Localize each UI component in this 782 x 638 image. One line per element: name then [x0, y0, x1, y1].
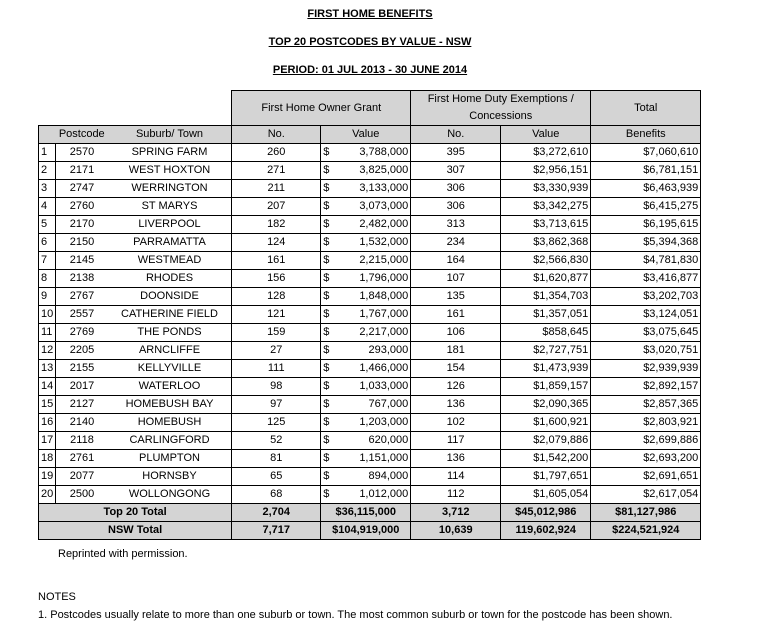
total-grant-no: 7,717 [232, 522, 321, 540]
currency-cell: $ [321, 450, 343, 468]
total-grant-value: $36,115,000 [321, 504, 411, 522]
grant-value-cell: 1,151,000 [343, 450, 411, 468]
benefits-cell: $3,416,877 [591, 270, 701, 288]
benefits-cell: $2,693,200 [591, 450, 701, 468]
header-total: Total [591, 91, 701, 126]
grant-value-cell: 620,000 [343, 432, 411, 450]
benefits-cell: $2,617,054 [591, 486, 701, 504]
exempt-no-cell: 306 [411, 180, 501, 198]
currency-cell: $ [321, 234, 343, 252]
benefits-cell: $5,394,368 [591, 234, 701, 252]
postcode-cell: 2761 [56, 450, 108, 468]
postcode-cell: 2557 [56, 306, 108, 324]
header-first-home-owner-grant: First Home Owner Grant [232, 91, 411, 126]
grant-value-cell: 2,217,000 [343, 324, 411, 342]
rank-cell: 2 [39, 162, 56, 180]
table-row [39, 414, 701, 432]
table-row [39, 198, 701, 216]
exempt-no-cell: 161 [411, 306, 501, 324]
currency-cell: $ [321, 378, 343, 396]
table-row [39, 450, 701, 468]
exempt-value-cell: $2,956,151 [501, 162, 591, 180]
grant-value-cell: 767,000 [343, 396, 411, 414]
suburb-cell: PLUMPTON [108, 450, 232, 468]
grant-no-cell: 260 [232, 144, 321, 162]
postcode-cell: 2118 [56, 432, 108, 450]
grant-value-cell: 3,825,000 [343, 162, 411, 180]
grant-no-cell: 161 [232, 252, 321, 270]
exempt-no-cell: 112 [411, 486, 501, 504]
grant-no-cell: 182 [232, 216, 321, 234]
header-grant-value: Value [321, 126, 411, 144]
exempt-no-cell: 136 [411, 450, 501, 468]
table-row [39, 378, 701, 396]
grant-no-cell: 124 [232, 234, 321, 252]
exempt-no-cell: 395 [411, 144, 501, 162]
grant-no-cell: 52 [232, 432, 321, 450]
table-row [39, 162, 701, 180]
postcode-cell: 2077 [56, 468, 108, 486]
postcode-cell: 2017 [56, 378, 108, 396]
grant-no-cell: 128 [232, 288, 321, 306]
exempt-value-cell: $1,357,051 [501, 306, 591, 324]
suburb-cell: CARLINGFORD [108, 432, 232, 450]
postcode-cell: 2140 [56, 414, 108, 432]
exempt-value-cell: $2,566,830 [501, 252, 591, 270]
suburb-cell: WOLLONGONG [108, 486, 232, 504]
grant-no-cell: 97 [232, 396, 321, 414]
benefits-cell: $3,124,051 [591, 306, 701, 324]
postcode-cell: 2747 [56, 180, 108, 198]
notes-heading: NOTES [38, 591, 76, 603]
grant-value-cell: 2,215,000 [343, 252, 411, 270]
postcode-cell: 2570 [56, 144, 108, 162]
grant-no-cell: 65 [232, 468, 321, 486]
grant-value-cell: 1,203,000 [343, 414, 411, 432]
benefits-cell: $3,202,703 [591, 288, 701, 306]
header-duty-exemptions: First Home Duty Exemptions / Concessions [411, 91, 591, 126]
suburb-cell: WATERLOO [108, 378, 232, 396]
benefits-cell: $2,691,651 [591, 468, 701, 486]
exempt-no-cell: 234 [411, 234, 501, 252]
rank-cell: 3 [39, 180, 56, 198]
rank-cell: 10 [39, 306, 56, 324]
exempt-value-cell: $1,542,200 [501, 450, 591, 468]
exempt-no-cell: 306 [411, 198, 501, 216]
rank-cell: 11 [39, 324, 56, 342]
suburb-cell: LIVERPOOL [108, 216, 232, 234]
grant-value-cell: 3,788,000 [343, 144, 411, 162]
exempt-no-cell: 102 [411, 414, 501, 432]
exempt-no-cell: 117 [411, 432, 501, 450]
grant-no-cell: 207 [232, 198, 321, 216]
grant-value-cell: 1,466,000 [343, 360, 411, 378]
table-row [39, 306, 701, 324]
reprint-note: Reprinted with permission. [58, 548, 188, 560]
currency-cell: $ [321, 180, 343, 198]
currency-cell: $ [321, 162, 343, 180]
table-row [39, 468, 701, 486]
benefits-cell: $6,463,939 [591, 180, 701, 198]
grant-no-cell: 111 [232, 360, 321, 378]
rank-cell: 19 [39, 468, 56, 486]
postcode-cell: 2138 [56, 270, 108, 288]
benefits-cell: $2,699,886 [591, 432, 701, 450]
grant-no-cell: 159 [232, 324, 321, 342]
header-postcode: Postcode [56, 126, 108, 144]
suburb-cell: DOONSIDE [108, 288, 232, 306]
rank-cell: 4 [39, 198, 56, 216]
benefits-cell: $2,892,157 [591, 378, 701, 396]
suburb-cell: WESTMEAD [108, 252, 232, 270]
benefits-cell: $2,857,365 [591, 396, 701, 414]
total-row [39, 504, 701, 522]
total-exempt-value: $45,012,986 [501, 504, 591, 522]
grant-value-cell: 1,532,000 [343, 234, 411, 252]
exempt-no-cell: 114 [411, 468, 501, 486]
currency-cell: $ [321, 270, 343, 288]
exempt-value-cell: $2,090,365 [501, 396, 591, 414]
grant-value-cell: 1,848,000 [343, 288, 411, 306]
benefits-cell: $4,781,830 [591, 252, 701, 270]
grant-value-cell: 1,796,000 [343, 270, 411, 288]
suburb-cell: WERRINGTON [108, 180, 232, 198]
exempt-no-cell: 307 [411, 162, 501, 180]
rank-cell: 13 [39, 360, 56, 378]
currency-cell: $ [321, 306, 343, 324]
benefits-cell: $2,803,921 [591, 414, 701, 432]
header-exempt-value: Value [501, 126, 591, 144]
total-exempt-no: 3,712 [411, 504, 501, 522]
grant-no-cell: 27 [232, 342, 321, 360]
postcode-cell: 2127 [56, 396, 108, 414]
benefits-cell: $7,060,610 [591, 144, 701, 162]
currency-cell: $ [321, 414, 343, 432]
benefits-cell: $6,195,615 [591, 216, 701, 234]
document-subtitle: TOP 20 POSTCODES BY VALUE - NSW [268, 36, 472, 48]
postcode-cell: 2170 [56, 216, 108, 234]
suburb-cell: RHODES [108, 270, 232, 288]
postcode-cell: 2205 [56, 342, 108, 360]
rank-cell: 8 [39, 270, 56, 288]
exempt-no-cell: 164 [411, 252, 501, 270]
total-benefits: $224,521,924 [591, 522, 701, 540]
postcode-cell: 2500 [56, 486, 108, 504]
exempt-no-cell: 313 [411, 216, 501, 234]
currency-cell: $ [321, 216, 343, 234]
postcode-cell: 2760 [56, 198, 108, 216]
exempt-value-cell: $1,797,651 [501, 468, 591, 486]
header-row-groups [39, 91, 701, 126]
exempt-value-cell: $3,713,615 [501, 216, 591, 234]
header-suburb: Suburb/ Town [108, 126, 232, 144]
benefits-cell: $6,781,151 [591, 162, 701, 180]
grant-value-cell: 3,133,000 [343, 180, 411, 198]
currency-cell: $ [321, 468, 343, 486]
document-title: FIRST HOME BENEFITS [307, 8, 433, 20]
total-grant-value: $104,919,000 [321, 522, 411, 540]
exempt-value-cell: $1,620,877 [501, 270, 591, 288]
postcode-cell: 2155 [56, 360, 108, 378]
suburb-cell: HORNSBY [108, 468, 232, 486]
postcode-cell: 2769 [56, 324, 108, 342]
header-grant-no: No. [232, 126, 321, 144]
rank-cell: 6 [39, 234, 56, 252]
exempt-value-cell: $1,605,054 [501, 486, 591, 504]
exempt-value-cell: $2,727,751 [501, 342, 591, 360]
suburb-cell: CATHERINE FIELD [108, 306, 232, 324]
exempt-value-cell: $1,859,157 [501, 378, 591, 396]
rank-cell: 17 [39, 432, 56, 450]
table-row [39, 288, 701, 306]
benefits-cell: $3,075,645 [591, 324, 701, 342]
header-exempt-no: No. [411, 126, 501, 144]
exempt-value-cell: $3,330,939 [501, 180, 591, 198]
currency-cell: $ [321, 288, 343, 306]
currency-cell: $ [321, 144, 343, 162]
grant-no-cell: 81 [232, 450, 321, 468]
suburb-cell: ST MARYS [108, 198, 232, 216]
total-grant-no: 2,704 [232, 504, 321, 522]
total-exempt-value: 119,602,924 [501, 522, 591, 540]
benefits-cell: $6,415,275 [591, 198, 701, 216]
table-row [39, 324, 701, 342]
postcode-cell: 2150 [56, 234, 108, 252]
period-title: PERIOD: 01 JUL 2013 - 30 JUNE 2014 [272, 64, 468, 76]
rank-cell: 16 [39, 414, 56, 432]
grant-value-cell: 1,767,000 [343, 306, 411, 324]
grant-no-cell: 271 [232, 162, 321, 180]
grant-no-cell: 125 [232, 414, 321, 432]
table-row [39, 252, 701, 270]
suburb-cell: HOMEBUSH [108, 414, 232, 432]
postcodes-table [38, 90, 701, 540]
rank-cell: 1 [39, 144, 56, 162]
grant-no-cell: 98 [232, 378, 321, 396]
table-row [39, 486, 701, 504]
table-row [39, 432, 701, 450]
exempt-value-cell: $1,600,921 [501, 414, 591, 432]
rank-cell: 14 [39, 378, 56, 396]
table-row [39, 180, 701, 198]
postcode-cell: 2767 [56, 288, 108, 306]
total-benefits: $81,127,986 [591, 504, 701, 522]
exempt-value-cell: $2,079,886 [501, 432, 591, 450]
table-row [39, 360, 701, 378]
exempt-value-cell: $1,473,939 [501, 360, 591, 378]
rank-cell: 15 [39, 396, 56, 414]
table-row [39, 270, 701, 288]
suburb-cell: PARRAMATTA [108, 234, 232, 252]
suburb-cell: KELLYVILLE [108, 360, 232, 378]
rank-cell: 7 [39, 252, 56, 270]
grant-value-cell: 894,000 [343, 468, 411, 486]
exempt-value-cell: $3,272,610 [501, 144, 591, 162]
currency-cell: $ [321, 432, 343, 450]
suburb-cell: THE PONDS [108, 324, 232, 342]
exempt-value-cell: $3,342,275 [501, 198, 591, 216]
exempt-no-cell: 106 [411, 324, 501, 342]
suburb-cell: WEST HOXTON [108, 162, 232, 180]
exempt-value-cell: $1,354,703 [501, 288, 591, 306]
exempt-value-cell: $858,645 [501, 324, 591, 342]
suburb-cell: SPRING FARM [108, 144, 232, 162]
total-exempt-no: 10,639 [411, 522, 501, 540]
currency-cell: $ [321, 396, 343, 414]
exempt-no-cell: 126 [411, 378, 501, 396]
total-label: NSW Total [39, 522, 232, 540]
postcode-cell: 2171 [56, 162, 108, 180]
rank-cell: 5 [39, 216, 56, 234]
exempt-no-cell: 107 [411, 270, 501, 288]
currency-cell: $ [321, 486, 343, 504]
table-row [39, 234, 701, 252]
grant-value-cell: 1,012,000 [343, 486, 411, 504]
currency-cell: $ [321, 360, 343, 378]
suburb-cell: HOMEBUSH BAY [108, 396, 232, 414]
table-row [39, 144, 701, 162]
rank-cell: 18 [39, 450, 56, 468]
currency-cell: $ [321, 252, 343, 270]
total-label: Top 20 Total [39, 504, 232, 522]
note-item-1: 1. Postcodes usually relate to more than one suburb or town. The most common suburb or town for the postcode has been shown. [38, 609, 673, 621]
currency-cell: $ [321, 198, 343, 216]
rank-cell: 9 [39, 288, 56, 306]
grant-no-cell: 211 [232, 180, 321, 198]
table-row [39, 342, 701, 360]
header-benefits: Benefits [591, 126, 701, 144]
exempt-no-cell: 181 [411, 342, 501, 360]
benefits-cell: $2,939,939 [591, 360, 701, 378]
exempt-value-cell: $3,862,368 [501, 234, 591, 252]
rank-cell: 20 [39, 486, 56, 504]
grant-value-cell: 293,000 [343, 342, 411, 360]
exempt-no-cell: 135 [411, 288, 501, 306]
grant-value-cell: 3,073,000 [343, 198, 411, 216]
table-row [39, 216, 701, 234]
suburb-cell: ARNCLIFFE [108, 342, 232, 360]
rank-cell: 12 [39, 342, 56, 360]
postcode-cell: 2145 [56, 252, 108, 270]
grant-no-cell: 68 [232, 486, 321, 504]
grant-value-cell: 1,033,000 [343, 378, 411, 396]
exempt-no-cell: 154 [411, 360, 501, 378]
grant-value-cell: 2,482,000 [343, 216, 411, 234]
currency-cell: $ [321, 324, 343, 342]
grant-no-cell: 121 [232, 306, 321, 324]
currency-cell: $ [321, 342, 343, 360]
header-row-columns [39, 126, 701, 144]
table-row [39, 396, 701, 414]
total-row [39, 522, 701, 540]
grant-no-cell: 156 [232, 270, 321, 288]
exempt-no-cell: 136 [411, 396, 501, 414]
benefits-cell: $3,020,751 [591, 342, 701, 360]
